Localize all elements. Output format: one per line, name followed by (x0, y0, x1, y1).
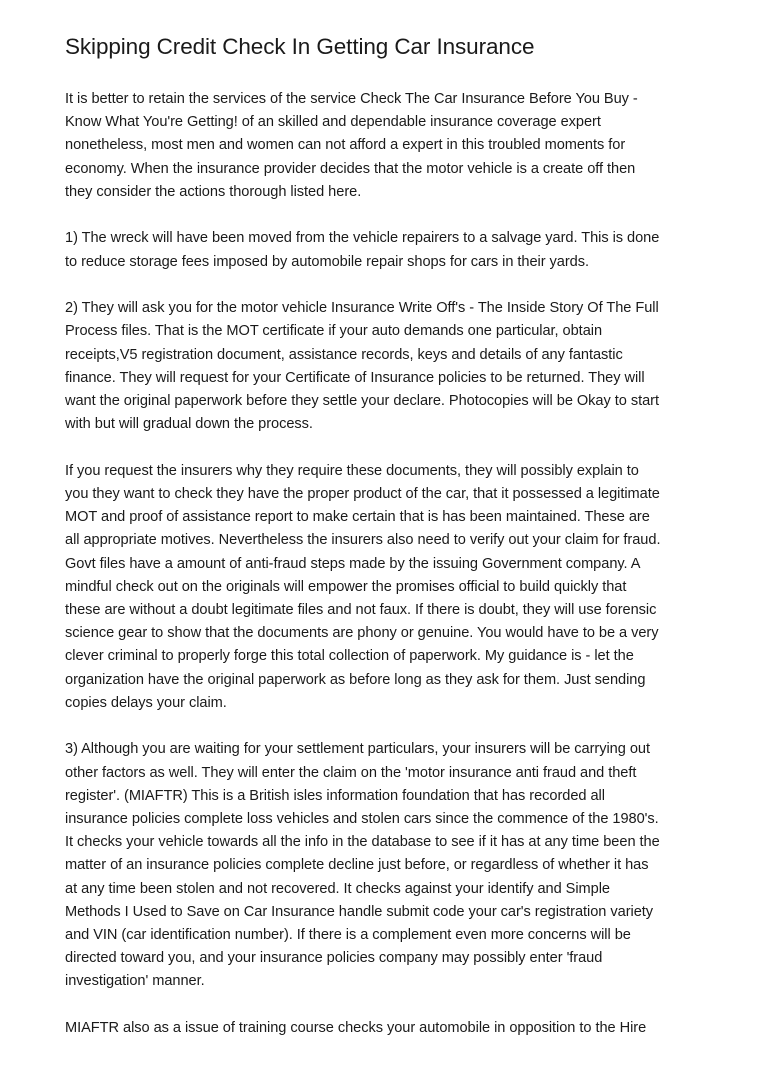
text-line: copies delays your claim. (65, 694, 227, 711)
text-line: 1) The wreck will have been moved from the vehicle repairers to a salvage yard. This is done (65, 230, 660, 247)
text-line: Process files. That is the MOT certificate if your auto demands one particular, obtain (65, 323, 603, 340)
text-line: at any time been stolen and not recovered. It checks against your identify and Simple (65, 880, 610, 897)
text-line: clever criminal to properly forge this total collection of paperwork. My guidance is - let the (65, 648, 634, 665)
text-line: MOT and proof of assistance report to make certain that is has been maintained. These are (65, 509, 650, 526)
document-page (65, 32, 705, 1064)
text-line: If you request the insurers why they require these documents, they will possibly explain to (65, 462, 639, 479)
text-line: want the original paperwork before they settle your declare. Photocopies will be Okay to start (65, 393, 659, 410)
paragraph-step-1 (65, 227, 705, 273)
text-line: these are without a doubt legitimate files and not faux. If there is doubt, they will use forensic (65, 602, 657, 619)
text-line: finance. They will request for your Certificate of Insurance policies to be returned. They will (65, 369, 645, 386)
text-line: economy. When the insurance provider decides that the motor vehicle is a create off then (65, 160, 636, 177)
paragraph-intro (65, 88, 705, 204)
text-line: receipts,V5 registration document, assistance records, keys and details of any fantastic (65, 346, 623, 363)
text-line: and VIN (car identification number). If there is a complement even more concerns will be (65, 927, 631, 944)
text-line: mindful check out on the originals will empower the promises official to build quickly that (65, 578, 627, 595)
text-line: Methods I Used to Save on Car Insurance handle submit code your car's registration variety (65, 903, 654, 920)
text-line: Govt files have a amount of anti-fraud steps made by the issuing Government company. A (65, 555, 641, 572)
text-line: nonetheless, most men and women can not afford a expert in this troubled moments for (65, 137, 626, 154)
text-line: organization have the original paperwork as before long as they ask for them. Just sending (65, 671, 646, 688)
paragraph-miaftr (65, 1017, 705, 1040)
text-line: investigation' manner. (65, 973, 205, 990)
text-line: science gear to show that the documents are phony or genuine. You would have to be a very (65, 625, 659, 642)
text-line: to reduce storage fees imposed by automobile repair shops for cars in their yards. (65, 253, 589, 270)
text-line: matter of an insurance policies complete decline just before, or regardless of whether it has (65, 857, 649, 874)
text-line: other factors as well. They will enter the claim on the 'motor insurance anti fraud and theft (65, 764, 637, 781)
text-line: they consider the actions thorough listed here. (65, 183, 362, 200)
paragraph-documents (65, 460, 705, 715)
paragraph-step-2 (65, 297, 705, 436)
text-line: 3) Although you are waiting for your settlement particulars, your insurers will be carrying out (65, 741, 650, 758)
text-line: Know What You're Getting! of an skilled and dependable insurance coverage expert (65, 114, 601, 131)
text-line: It checks your vehicle towards all the info in the database to see if it has at any time been the (65, 834, 660, 851)
text-line: MIAFTR also as a issue of training course checks your automobile in opposition to the Hire (65, 1020, 647, 1037)
text-line: It is better to retain the services of the service Check The Car Insurance Before You Buy - (65, 91, 638, 107)
text-line: with but will gradual down the process. (65, 416, 313, 433)
document-title: Skipping Credit Check In Getting Car Insurance (65, 34, 535, 59)
text-line: you they want to check they have the proper product of the car, that it possessed a legitimate (65, 486, 660, 503)
text-line: all appropriate motives. Nevertheless the insurers also need to verify out your claim for fraud. (65, 532, 661, 549)
paragraph-step-3 (65, 738, 705, 993)
text-line: 2) They will ask you for the motor vehicle Insurance Write Off's - The Inside Story Of The Full (65, 300, 659, 317)
text-line: insurance policies complete loss vehicles and stolen cars since the commence of the 1980's. (65, 811, 659, 828)
text-line: directed toward you, and your insurance policies company may possibly enter 'fraud (65, 950, 603, 967)
text-line: register'. (MIAFTR) This is a British isles information foundation that has recorded all (65, 787, 605, 804)
